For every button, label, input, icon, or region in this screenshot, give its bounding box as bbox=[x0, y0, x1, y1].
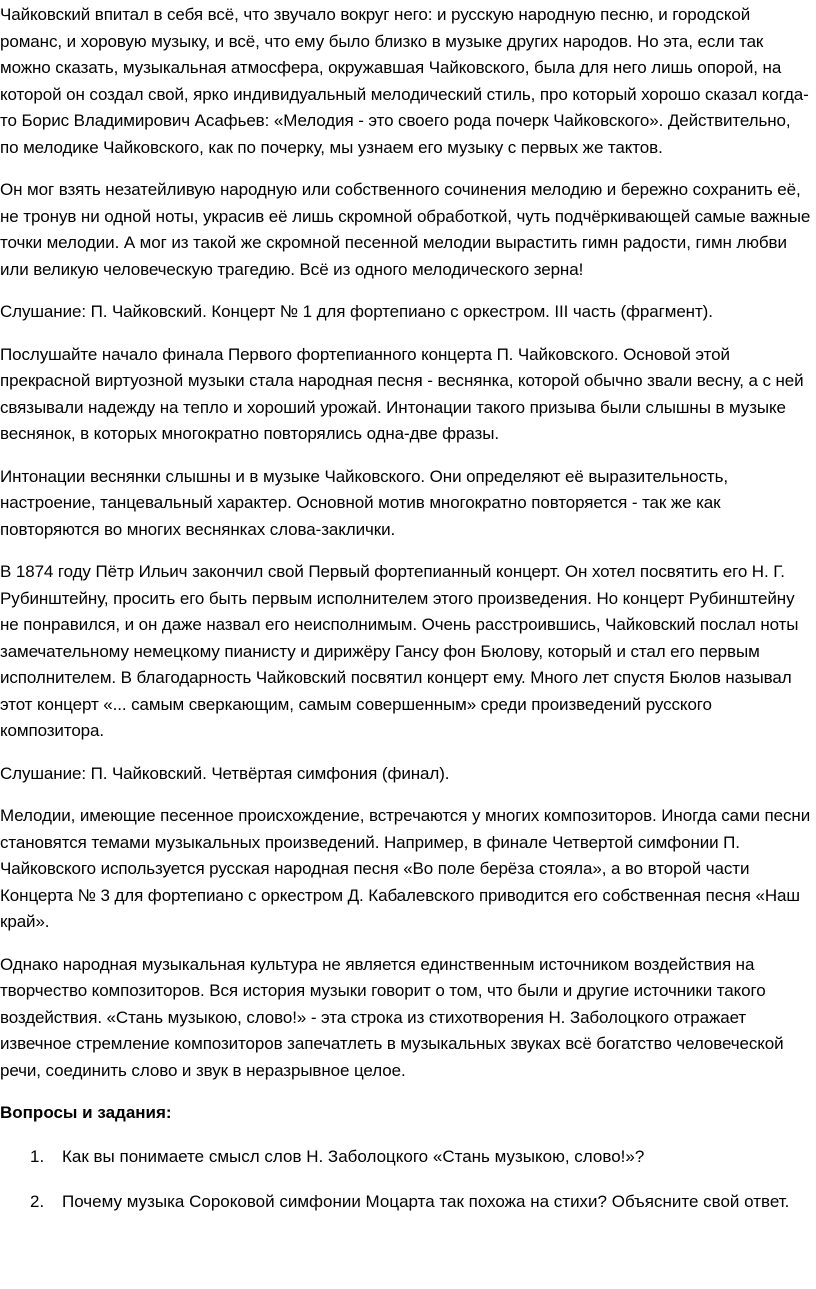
paragraph: Послушайте начало финала Первого фортепианного концерта П. Чайковского. Основой этой прекрасной виртуозной музыки стала народная песня - веснянка, которой обычно звали весну, а с ней связывали надежду на тепло и хороший урожай. Интонации такого призыва были слышны в музыке веснянок, в которых многократно повторялись одна-две фразы. bbox=[0, 344, 804, 443]
questions-list bbox=[0, 1144, 812, 1215]
paragraph: Он мог взять незатейливую народную или собственного сочинения мелодию и бережно сохранить её, не тронув ни одной ноты, украсив её лишь скромной обработкой, чуть подчёркивающей самые важные точки мелодии. А мог из такой же скромной песенной мелодии вырастить гимн радости, гимн любви или великую человеческую трагедию. Всё из одного мелодического зерна! bbox=[0, 180, 811, 279]
paragraph: Интонации веснянки слышны и в музыке Чайковского. Они определяют её выразительность, настроение, танцевальный характер. Основной мотив многократно повторяется - так же как повторяются во многих веснянках слова-заклички. bbox=[0, 466, 728, 539]
paragraph: Чайковский впитал в себя всё, что звучало вокруг него: и русскую народную песню, и городской романс, и хоровую музыку, и всё, что ему было близко в музыке других народов. Но эта, если так можно сказать, музыкальная атмосфера, окружавшая Чайковского, была для него лишь опорой, на которой он создал свой, ярко индивидуальный мелодический стиль, про который хорошо сказал когда-то Борис Владимирович Асафьев: «Мелодия - это своего рода почерк Чайковского». Действительно, по мелодике Чайковского, как по почерку, мы узнаем его музыку с первых же тактов. bbox=[0, 5, 809, 157]
paragraph: Слушание: П. Чайковский. Концерт № 1 для фортепиано с оркестром. III часть (фрагмент). bbox=[0, 302, 713, 321]
question-text: Почему музыка Сороковой симфонии Моцарта так похожа на стихи? Объясните свой ответ. bbox=[62, 1192, 790, 1211]
question-item bbox=[0, 1144, 812, 1170]
question-item bbox=[0, 1189, 812, 1215]
paragraph: Слушание: П. Чайковский. Четвёртая симфония (финал). bbox=[0, 763, 450, 783]
question-number: 1. bbox=[30, 1147, 45, 1166]
paragraph: Мелодии, имеющие песенное происхождение, встречаются у многих композиторов. Иногда сами песни становятся темами музыкальных произведений. Например, в финале Четвертой симфонии П. Чайковского используется русская народная песня «Во поле берёза стояла», а во второй части Концерта № 3 для фортепиано с оркестром Д. Кабалевского приводится его собственная песня «Наш край». bbox=[0, 806, 811, 931]
question-text: Как вы понимаете смысл слов Н. Заболоцкого «Стань музыкою, слово!»? bbox=[62, 1147, 645, 1166]
paragraph: В 1874 году Пётр Ильич закончил свой Первый фортепианный концерт. Он хотел посвятить его Н. Г. Рубинштейну, просить его быть первым исполнителем этого произведения. Но концерт Рубинштейну не понравился, и он даже назвал его неисполнимым. Очень расстроившись, Чайковский послал ноты замечательному немецкому пианисту и дирижёру Гансу фон Бюлову, который и стал его первым исполнителем. В благодарность Чайковский посвятил концерт ему. Много лет спустя Бюлов называл этот концерт «... самым сверкающим, самым совершенным» среди произведений русского композитора. bbox=[0, 562, 799, 740]
paragraph: Однако народная музыкальная культура не является единственным источником воздействия на творчество композиторов. Вся история музыки говорит о том, что были и другие источники такого воздействия. «Стань музыкою, слово!» - эта строка из стихотворения Н. Заболоцкого отражает извечное стремление композиторов запечатлеть в музыкальных звуках всё богатство человеческой речи, соединить слово и звук в неразрывное целое. bbox=[0, 954, 784, 1080]
questions-heading: Вопросы и задания: bbox=[0, 1103, 172, 1122]
question-number: 2. bbox=[30, 1192, 45, 1211]
